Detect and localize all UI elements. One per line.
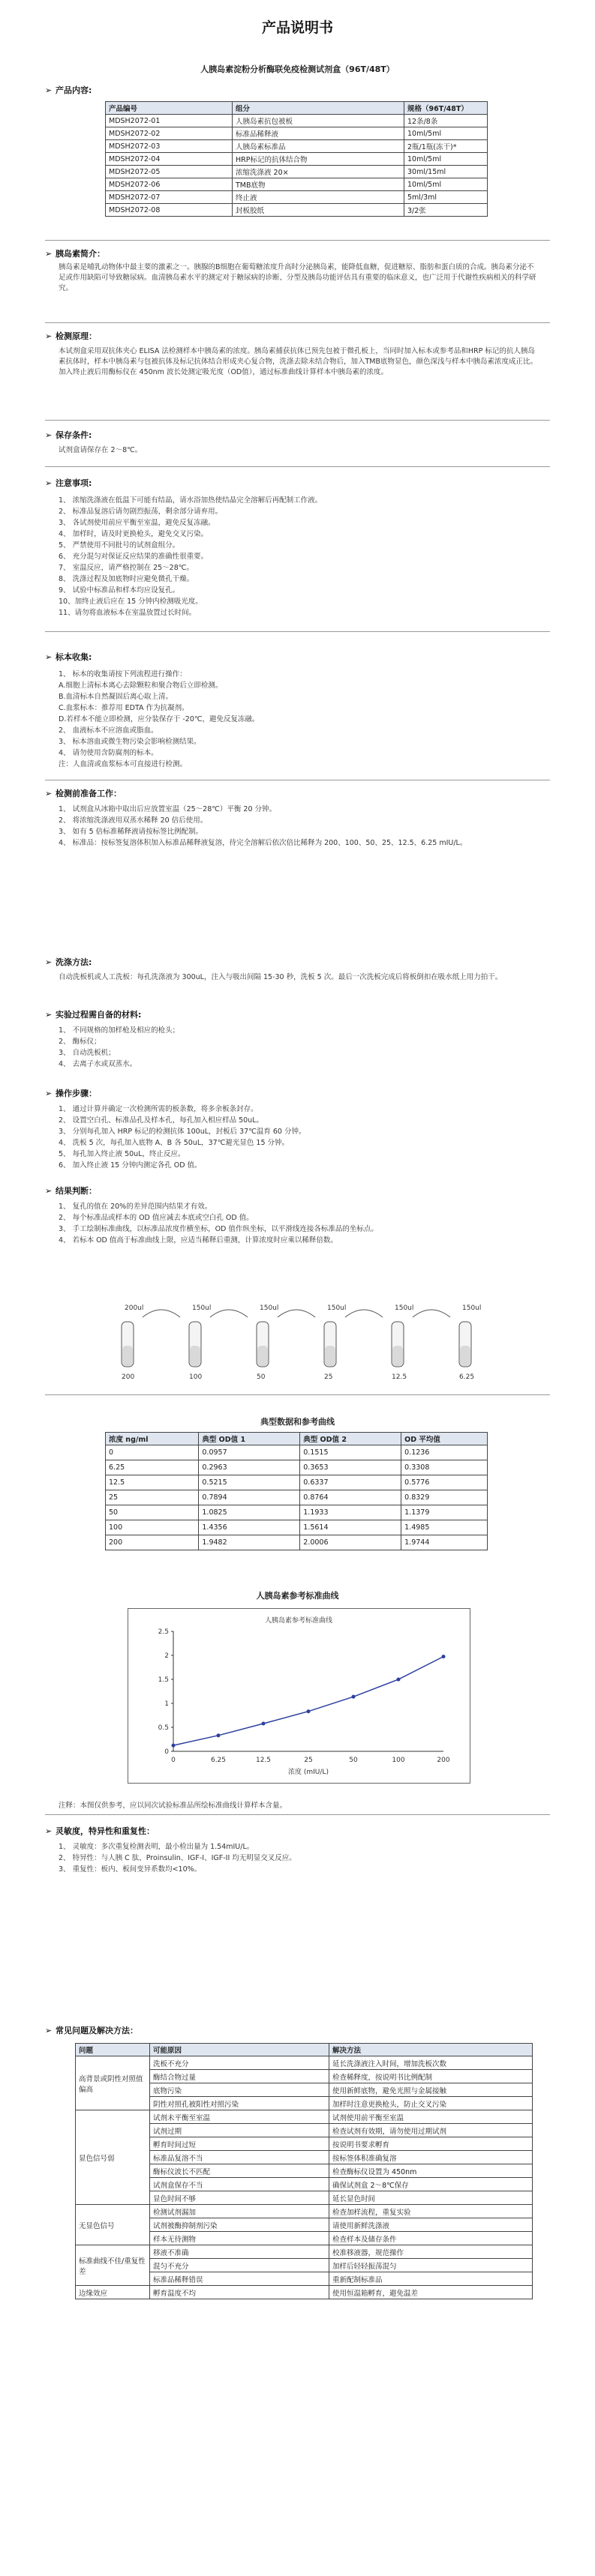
principle-text: 本试剂盒采用双抗体夹心 ELISA 法检测样本中胰岛素的浓度。胰岛素捕获抗体已预先包被于微孔板上，当同时加入标本或参考品和HRP 标记的抗人胰岛素抗体时，样本中胰岛素与包被抗体及标记抗体结合形成夹心复合物，洗涤去除未结合物后，加入TMB底物显色，颜色深浅与样本中胰岛素浓度成正比。加入终止液后用酶标仪在 450nm 波长处测定吸光度（OD值），通过标准曲线计算样本中胰岛素的浓度。 <box>59 347 538 376</box>
list-item: 5、 严禁使用不同批号的试剂盒组分。 <box>59 541 180 550</box>
faq-solution: 检查试剂有效期，请勿使用过期试剂 <box>329 2124 533 2137</box>
faq-solution: 请使用新鲜洗涤液 <box>329 2218 533 2232</box>
faq-problem: 高背景或阴性对照值偏高 <box>76 2056 150 2110</box>
transfer-arrow <box>143 1310 180 1317</box>
list-item: 3、 如有 5 倍标准稀释液请按标签比例配制。 <box>59 828 203 836</box>
table-cell: MDSH2072-08 <box>106 204 233 217</box>
list-item: 3、 各试剂使用前应平衡至室温，避免反复冻融。 <box>59 519 215 527</box>
table-cell: 1.4356 <box>199 1520 300 1535</box>
faq-solution: 按标签体积准确复溶 <box>329 2151 533 2164</box>
faq-solution: 检查加样流程，重复实验 <box>329 2205 533 2218</box>
od-table <box>105 1432 488 1550</box>
table-cell: 0.7894 <box>199 1490 300 1505</box>
faq-solution: 按说明书要求孵育 <box>329 2137 533 2151</box>
data-point <box>172 1744 176 1748</box>
list-item: 2、 特异性：与人胰 C 肽、Proinsulin、IGF-I、IGF-II 均无明显交叉反应。 <box>59 1854 296 1862</box>
list-item: 2、 血液标本不应溶血或脂血。 <box>59 726 158 735</box>
results-list <box>59 1201 539 1246</box>
list-item: 注：人血清或血浆标本可直接进行检测。 <box>59 760 188 768</box>
caution-list <box>59 495 539 619</box>
faq-cause: 检测试剂漏加 <box>150 2205 329 2218</box>
list-item: 8、 洗涤过程及加底物时应避免微孔干燥。 <box>59 575 194 583</box>
table-row <box>76 2245 533 2259</box>
od-header: 浓度 ng/ml <box>106 1433 199 1445</box>
perf-list <box>59 1841 539 1875</box>
table-cell: 1.4985 <box>401 1520 488 1535</box>
section-materials: ➢ 实验过程需自备的材料: <box>45 1010 142 1020</box>
table-row <box>106 166 488 178</box>
table-cell: 100 <box>106 1520 199 1535</box>
faq-cause: 标准品稀释错误 <box>150 2272 329 2286</box>
list-item: 4、 请勿使用含防腐剂的标本。 <box>59 749 158 757</box>
list-item: 7、 室温反应，请严格控制在 25～28℃。 <box>59 564 194 572</box>
table-row <box>106 127 488 140</box>
transfer-arrow <box>413 1310 450 1317</box>
list-item: B.血清标本自然凝固后离心取上清。 <box>59 693 173 701</box>
tube-liquid <box>325 1346 335 1366</box>
series-line <box>173 1657 443 1745</box>
section-perf: ➢ 灵敏度，特异性和重复性： <box>45 1826 155 1836</box>
dilution-volume-label: 150ul <box>395 1304 414 1312</box>
table-cell: 50 <box>106 1505 199 1520</box>
table-cell: MDSH2072-06 <box>106 178 233 191</box>
table-row <box>76 2056 533 2070</box>
comp-header-spec: 规格（96T/48T） <box>404 102 488 115</box>
faq-problem: 无显色信号 <box>76 2205 150 2245</box>
dilution-conc-label: 6.25 <box>459 1373 475 1381</box>
table-cell: 人胰岛素标准品 <box>233 140 404 153</box>
table-cell: 1.9482 <box>199 1535 300 1550</box>
insulin-text: 胰岛素是哺乳动物体中最主要的激素之一。胰腺的B细胞在葡萄糖浓度升高时分泌胰岛素，能降低血糖，促进糖原、脂肪和蛋白质的合成。胰岛素分泌不足或作用缺陷可导致糖尿病。血清胰岛素水平的测定对于糖尿病的诊断、分型及胰岛功能评估具有重要的临床意义，也广泛用于代谢性疾病相关的科学研究。 <box>59 263 536 292</box>
list-item: A.细胞上清标本离心去除颗粒和聚合物后立即检测。 <box>59 681 223 690</box>
table-row <box>106 1460 488 1475</box>
dilution-conc-label: 12.5 <box>392 1373 407 1381</box>
dilution-conc-label: 200 <box>122 1373 135 1381</box>
x-tick-label: 12.5 <box>255 1757 272 1764</box>
table-row <box>106 115 488 127</box>
table-row <box>76 2110 533 2124</box>
table-cell: 10ml/5ml <box>404 153 488 166</box>
table-cell: 0.1515 <box>300 1445 401 1460</box>
table-cell: 2.0006 <box>300 1535 401 1550</box>
table-cell: 1.1379 <box>401 1505 488 1520</box>
faq-cause: 试剂被酶抑制剂污染 <box>150 2218 329 2232</box>
faq-cause: 试剂盒保存不当 <box>150 2178 329 2191</box>
faq-cause: 混匀不充分 <box>150 2259 329 2272</box>
table-cell: 10ml/5ml <box>404 127 488 140</box>
dilution-conc-label: 100 <box>189 1373 203 1381</box>
list-item: 1、 复孔的值在 20%的差异范围内结果才有效。 <box>59 1203 212 1211</box>
table-cell: 0.8764 <box>300 1490 401 1505</box>
table-cell: 30ml/15ml <box>404 166 488 178</box>
section-wash: ➢ 洗涤方法: <box>45 957 92 967</box>
y-tick-label: 0 <box>164 1748 169 1756</box>
table-cell: 12.5 <box>106 1475 199 1490</box>
list-item: 2、 设置空白孔、标准品孔及样本孔，每孔加入相应样品 50uL。 <box>59 1116 263 1125</box>
list-item: 1、 试剂盒从冰箱中取出后应放置室温（25～28℃）平衡 20 分钟。 <box>59 805 277 813</box>
faq-problem: 标准曲线不佳/重复性差 <box>76 2245 150 2286</box>
list-item: 4、 加样时，请及时更换枪头，避免交叉污染。 <box>59 530 209 538</box>
faq-cause: 酶标仪波长不匹配 <box>150 2164 329 2178</box>
list-item: 1、 不同规格的加样枪及相应的枪头； <box>59 1026 180 1035</box>
list-item: 4、 若标本 OD 值高于标准曲线上限，应适当稀释后重测，计算浓度时应乘以稀释倍数。 <box>59 1236 338 1245</box>
table-cell: 10ml/5ml <box>404 178 488 191</box>
list-item: 3、 重复性：板内、板间变异系数均<10%。 <box>59 1865 202 1874</box>
faq-cause: 孵育时间过短 <box>150 2137 329 2151</box>
table-cell: 标准品稀释液 <box>233 127 404 140</box>
table-row <box>106 1535 488 1550</box>
faq-header: 问题 <box>76 2044 150 2056</box>
table-cell: 6.25 <box>106 1460 199 1475</box>
faq-header: 可能原因 <box>150 2044 329 2056</box>
sample-list <box>59 669 539 770</box>
faq-solution: 加样后轻轻振荡混匀 <box>329 2259 533 2272</box>
comp-header-name: 组分 <box>233 102 404 115</box>
faq-cause: 酶结合物过量 <box>150 2070 329 2083</box>
y-tick-label: 2.5 <box>158 1628 169 1636</box>
table-row <box>106 1445 488 1460</box>
list-item: D.若样本不能立即检测，应分装保存于 -20℃，避免反复冻融。 <box>59 715 260 723</box>
list-item: 2、 每个标准品或样本的 OD 值应减去本底或空白孔 OD 值。 <box>59 1214 254 1222</box>
tube-liquid <box>122 1346 133 1366</box>
table-cell: HRP标记的抗体结合物 <box>233 153 404 166</box>
list-item: 2、 将浓缩洗涤液用双蒸水稀释 20 倍后使用。 <box>59 816 208 825</box>
divider <box>45 1394 550 1395</box>
divider <box>45 631 550 632</box>
list-item: 6、 充分混匀对保证反应结果的准确性很重要。 <box>59 553 209 561</box>
faq-cause: 洗板不充分 <box>150 2056 329 2070</box>
data-point <box>262 1722 266 1726</box>
table-cell: 3/2张 <box>404 204 488 217</box>
doc-title: 产品说明书 <box>261 19 333 36</box>
list-item: 2、 标准品复溶后请勿剧烈振荡，剩余部分请弃用。 <box>59 508 223 516</box>
data-point <box>352 1695 356 1699</box>
dilution-volume-label: 150ul <box>192 1304 212 1312</box>
chart-title: 人胰岛素参考标准曲线 <box>256 1591 339 1601</box>
table-cell: 0 <box>106 1445 199 1460</box>
section-results: ➢ 结果判断： <box>45 1186 97 1196</box>
table-row <box>106 204 488 217</box>
data-point <box>307 1709 311 1713</box>
table-cell: 0.0957 <box>199 1445 300 1460</box>
list-item: 1、 灵敏度：多次重复检测表明，最小检出量为 1.54mIU/L。 <box>59 1843 254 1851</box>
wash-text: 自动洗板机或人工洗板：每孔洗涤液为 300uL，注入与吸出间隔 15-30 秒，洗板 5 次。最后一次洗板完成后将板倒扣在吸水纸上用力拍干。 <box>59 973 503 981</box>
table-cell: MDSH2072-03 <box>106 140 233 153</box>
od-table-title: 典型数据和参考曲线 <box>260 1417 335 1427</box>
faq-solution: 重新配制标准品 <box>329 2272 533 2286</box>
faq-solution: 检查样本及储存条件 <box>329 2232 533 2245</box>
list-item: 1、 通过计算并确定一次检测所需的板条数，将多余板条封存。 <box>59 1105 258 1113</box>
faq-cause: 试剂未平衡至室温 <box>150 2110 329 2124</box>
divider <box>45 1814 550 1815</box>
table-row <box>106 1490 488 1505</box>
section-caution: ➢ 注意事项: <box>45 478 92 488</box>
faq-solution: 使用新鲜底物，避免光照与金属接触 <box>329 2083 533 2097</box>
x-axis-label: 浓度 (mIU/L) <box>288 1769 329 1776</box>
faq-solution: 延长显色时间 <box>329 2191 533 2205</box>
section-steps: ➢ 操作步骤： <box>45 1089 97 1098</box>
x-tick-label: 25 <box>304 1757 313 1764</box>
section-faq: ➢ 常见问题及解决方法： <box>45 2026 138 2035</box>
list-item: 1、 标本的收集请按下列流程进行操作： <box>59 670 187 678</box>
section-principle: ➢ 检测原理： <box>45 331 97 341</box>
section-storage: ➢ 保存条件: <box>45 430 92 440</box>
components-table <box>105 101 488 217</box>
table-cell: 浓缩洗涤液 20× <box>233 166 404 178</box>
table-cell: MDSH2072-01 <box>106 115 233 127</box>
table-cell: 1.5614 <box>300 1520 401 1535</box>
faq-solution: 使用恒温箱孵育，避免温差 <box>329 2286 533 2299</box>
table-row <box>106 1505 488 1520</box>
faq-table <box>75 2043 533 2299</box>
y-tick-label: 2 <box>164 1652 169 1660</box>
comp-header-code: 产品编号 <box>106 102 233 115</box>
chart-subtitle: 人胰岛素参考标准曲线 <box>264 1617 333 1625</box>
prep-list <box>59 804 539 849</box>
x-tick-label: 50 <box>349 1757 358 1764</box>
tube-liquid <box>257 1346 268 1366</box>
od-header: 典型 OD值 2 <box>300 1433 401 1445</box>
od-header: 典型 OD值 1 <box>199 1433 300 1445</box>
table-row <box>106 153 488 166</box>
list-item: 3、 分别每孔加入 HRP 标记的检测抗体 100uL，封板后 37℃温育 60 分钟。 <box>59 1128 306 1136</box>
tube-liquid <box>460 1346 470 1366</box>
list-item: 10、加终止液后应在 15 分钟内检测吸光度。 <box>59 598 203 606</box>
table-cell: 1.0825 <box>199 1505 300 1520</box>
table-cell: MDSH2072-07 <box>106 191 233 204</box>
faq-cause: 样本无待测物 <box>150 2232 329 2245</box>
table-cell: 200 <box>106 1535 199 1550</box>
list-item: 4、 洗板 5 次，每孔加入底物 A、B 各 50uL，37℃避光显色 15 分钟。 <box>59 1139 290 1147</box>
list-item: 5、 每孔加入终止液 50uL，终止反应。 <box>59 1150 185 1158</box>
x-tick-label: 100 <box>392 1757 405 1764</box>
faq-cause: 底物污染 <box>150 2083 329 2097</box>
faq-solution: 延长洗涤液注入时间，增加洗板次数 <box>329 2056 533 2070</box>
x-tick-label: 200 <box>437 1757 450 1764</box>
table-row <box>106 1520 488 1535</box>
table-cell: 0.3653 <box>300 1460 401 1475</box>
faq-cause: 标准品复溶不当 <box>150 2151 329 2164</box>
chart-footnote: 注释：本图仅供参考，应以同次试验标准品所绘标准曲线计算样本含量。 <box>59 1802 287 1810</box>
table-cell: TMB底物 <box>233 178 404 191</box>
table-cell: 2瓶/1瓶(冻干)* <box>404 140 488 153</box>
faq-cause: 阴性对照孔被阳性对照污染 <box>150 2097 329 2110</box>
list-item: 11、请勿将血液标本在室温放置过长时间。 <box>59 609 197 617</box>
transfer-arrow <box>210 1310 248 1317</box>
section-sample: ➢ 标本收集: <box>45 652 92 662</box>
y-tick-label: 1 <box>164 1700 169 1708</box>
steps-list <box>59 1104 539 1171</box>
list-item: 6、 加入终止液 15 分钟内测定各孔 OD 值。 <box>59 1161 202 1170</box>
dilution-volume-label: 200ul <box>125 1304 144 1312</box>
table-row <box>106 1475 488 1490</box>
list-item: 3、 自动洗板机； <box>59 1049 116 1057</box>
table-cell: 0.8329 <box>401 1490 488 1505</box>
faq-header: 解决方法 <box>329 2044 533 2056</box>
table-cell: MDSH2072-05 <box>106 166 233 178</box>
table-row <box>106 191 488 204</box>
dilution-volume-label: 150ul <box>327 1304 347 1312</box>
data-point <box>442 1655 446 1658</box>
faq-cause: 移液不准确 <box>150 2245 329 2259</box>
faq-solution: 试剂使用前平衡至室温 <box>329 2110 533 2124</box>
faq-cause: 孵育温度不均 <box>150 2286 329 2299</box>
list-item: 2、 酶标仪； <box>59 1038 101 1046</box>
table-cell: 终止液 <box>233 191 404 204</box>
y-tick-label: 1.5 <box>158 1676 169 1684</box>
standard-curve-chart <box>128 1609 470 1783</box>
faq-solution: 校准移液器，规范操作 <box>329 2245 533 2259</box>
table-cell: 0.2963 <box>199 1460 300 1475</box>
transfer-arrow <box>278 1310 315 1317</box>
section-contents: ➢ 产品内容: <box>45 85 92 95</box>
divider <box>45 420 550 421</box>
list-item: C.血浆标本：推荐用 EDTA 作为抗凝剂。 <box>59 704 189 712</box>
table-row <box>76 2205 533 2218</box>
list-item: 9、 试验中标准品和样本均应设复孔。 <box>59 586 180 595</box>
table-cell: MDSH2072-02 <box>106 127 233 140</box>
dilution-diagram <box>90 1301 510 1383</box>
table-cell: 0.3308 <box>401 1460 488 1475</box>
section-prep: ➢ 检测前准备工作： <box>45 789 122 798</box>
dilution-conc-label: 25 <box>324 1373 333 1381</box>
list-item: 1、 浓缩洗涤液在低温下可能有结晶，请水浴加热使结晶完全溶解后再配制工作液。 <box>59 496 323 505</box>
divider <box>45 322 550 323</box>
table-cell: 12条/8条 <box>404 115 488 127</box>
list-item: 4、 标准品：按标签复溶体积加入标准品稀释液复溶，待完全溶解后依次倍比稀释为 200、100、50、25、12.5、6.25 mIU/L。 <box>59 839 467 847</box>
table-row <box>106 140 488 153</box>
materials-list <box>59 1025 539 1070</box>
table-cell: 25 <box>106 1490 199 1505</box>
table-cell: 1.1933 <box>300 1505 401 1520</box>
tube-liquid <box>392 1346 403 1366</box>
faq-problem: 显色信号弱 <box>76 2110 150 2205</box>
faq-cause: 显色时间不够 <box>150 2191 329 2205</box>
faq-solution: 检查酶标仪设置为 450nm <box>329 2164 533 2178</box>
table-cell: 0.5215 <box>199 1475 300 1490</box>
divider <box>45 240 550 241</box>
dilution-volume-label: 150ul <box>260 1304 279 1312</box>
dilution-conc-label: 50 <box>257 1373 266 1381</box>
chart-box <box>128 1608 470 1784</box>
table-cell: 人胰岛素抗包被板 <box>233 115 404 127</box>
x-tick-label: 0 <box>171 1757 176 1764</box>
transfer-arrow <box>345 1310 383 1317</box>
section-insulin: ➢ 胰岛素简介： <box>45 249 105 259</box>
x-tick-label: 6.25 <box>210 1757 227 1764</box>
table-cell: MDSH2072-04 <box>106 153 233 166</box>
table-cell: 0.1236 <box>401 1445 488 1460</box>
table-cell: 5ml/3ml <box>404 191 488 204</box>
divider <box>45 466 550 467</box>
table-row <box>106 178 488 191</box>
data-point <box>217 1733 221 1737</box>
faq-solution: 加样时注意更换枪头，防止交叉污染 <box>329 2097 533 2110</box>
table-cell: 0.5776 <box>401 1475 488 1490</box>
table-row <box>76 2286 533 2299</box>
table-cell: 封板胶纸 <box>233 204 404 217</box>
list-item: 4、 去离子水或双蒸水。 <box>59 1060 137 1068</box>
storage-text: 试剂盒请保存在 2～8℃。 <box>59 446 143 454</box>
list-item: 3、 标本溶血或微生物污染会影响检测结果。 <box>59 738 201 746</box>
doc-subtitle: 人胰岛素淀粉分析酶联免疫检测试剂盒（96T/48T） <box>200 64 395 74</box>
data-point <box>397 1678 401 1682</box>
list-item: 3、 手工绘制标准曲线，以标准品浓度作横坐标，OD 值作纵坐标，以平滑线连接各标准品的坐标点。 <box>59 1225 378 1233</box>
tube-liquid <box>190 1346 200 1366</box>
dilution-volume-label: 150ul <box>462 1304 482 1312</box>
faq-solution: 确保试剂盒 2～8℃保存 <box>329 2178 533 2191</box>
table-cell: 1.9744 <box>401 1535 488 1550</box>
faq-cause: 试剂过期 <box>150 2124 329 2137</box>
y-tick-label: 0.5 <box>158 1724 169 1732</box>
table-cell: 0.6337 <box>300 1475 401 1490</box>
od-header: OD 平均值 <box>401 1433 488 1445</box>
faq-solution: 检查稀释度，按说明书比例配制 <box>329 2070 533 2083</box>
faq-problem: 边缘效应 <box>76 2286 150 2299</box>
